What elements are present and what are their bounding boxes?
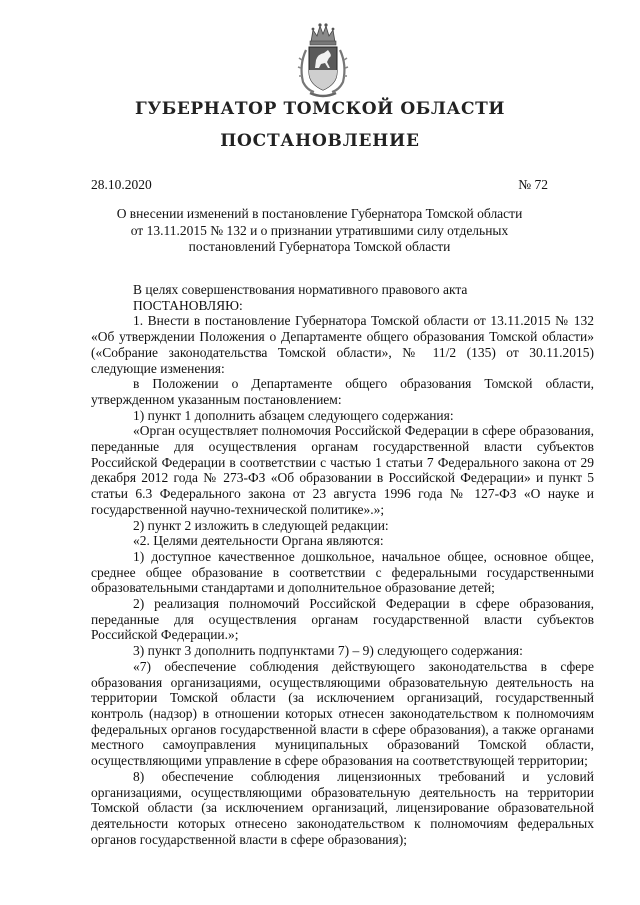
- document-type-title: ПОСТАНОВЛЕНИЕ: [220, 131, 420, 151]
- body-paragraph: 1) доступное качественное дошкольное, начальное общее, основное общее, среднее общее образование в соответствии с федеральными государственными образовательными стандартами и дополнительное образование детей;: [91, 548, 594, 596]
- body-paragraph: «2. Целями деятельности Органа являются:: [133, 533, 384, 549]
- body-paragraph: 8) обеспечение соблюдения лицензионных требований и условий организациями, осуществляющими образовательную деятельность на территории Томской области (за исключением организаций, лицензирование образовательной деятельности которых отнесено законодательством к полномочиям федеральных органов государственной власти в сфере образования);: [91, 768, 594, 847]
- document-number: № 72: [518, 177, 548, 192]
- resolve-heading: ПОСТАНОВЛЯЮ:: [133, 297, 243, 313]
- subject-line: от 13.11.2015 № 132 и о признании утратившими силу отдельных: [130, 222, 509, 238]
- body-paragraph: 1) пункт 1 дополнить абзацем следующего содержания:: [133, 407, 454, 423]
- subject-line: О внесении изменений в постановление Губернатора Томской области: [116, 206, 523, 221]
- body-paragraph: 2) пункт 2 изложить в следующей редакции:: [133, 517, 389, 533]
- document-date: 28.10.2020: [91, 177, 152, 192]
- body-paragraph: «7) обеспечение соблюдения действующего законодательства в сфере образования организациями, осуществляющими образовательную деятельность на территории Томской области (за исключением организаций, государственный контроль (надзор) в отношении которых отнесен законодательством к полномочиям федеральных органов государственной власти в сфере образования), а также органами местного самоуправления муниципальных образований Томской области, осуществляющими управление в сфере образования на соответствующей территории;: [91, 658, 594, 769]
- subject-line: постановлений Губернатора Томской области: [188, 239, 451, 254]
- body-paragraph: «Орган осуществляет полномочия Российской Федерации в сфере образования, переданные для осуществления органам государственной власти субъектов Российской Федерации в соответствии с частью 1 статьи 7 Федерального закона от 29 декабря 2012 года № 273-ФЗ «Об образовании в Российской Федерации» и пункт 5 статьи 6.3 Федерального закона от 23 августа 1996 года № 127-ФЗ «О науке и государственной научно-технической политике».»;: [91, 423, 594, 517]
- body-paragraph: 3) пункт 3 дополнить подпунктами 7) – 9) следующего содержания:: [133, 643, 523, 659]
- coat-of-arms-emblem: [296, 20, 350, 100]
- body-paragraph: 2) реализация полномочий Российской Федерации в сфере образования, переданные для осуществления органам государственной власти субъектов Российской Федерации.»;: [91, 596, 594, 643]
- document-subject: [91, 206, 548, 256]
- preamble: В целях совершенствования нормативного правового акта: [133, 282, 468, 297]
- body-paragraph: 1. Внести в постановление Губернатора Томской области от 13.11.2015 № 132 «Об утверждении Положения о Департаменте общего образования Томской области» («Собрание законодательства Томской области», № 11/2 (135) от 30.11.2015) следующие изменения:: [91, 313, 594, 376]
- body-paragraph: в Положении о Департаменте общего образования Томской области, утвержденном указанным постановлением:: [91, 376, 594, 407]
- authority-title: ГУБЕРНАТОР ТОМСКОЙ ОБЛАСТИ: [135, 99, 505, 119]
- document-body: [91, 282, 594, 847]
